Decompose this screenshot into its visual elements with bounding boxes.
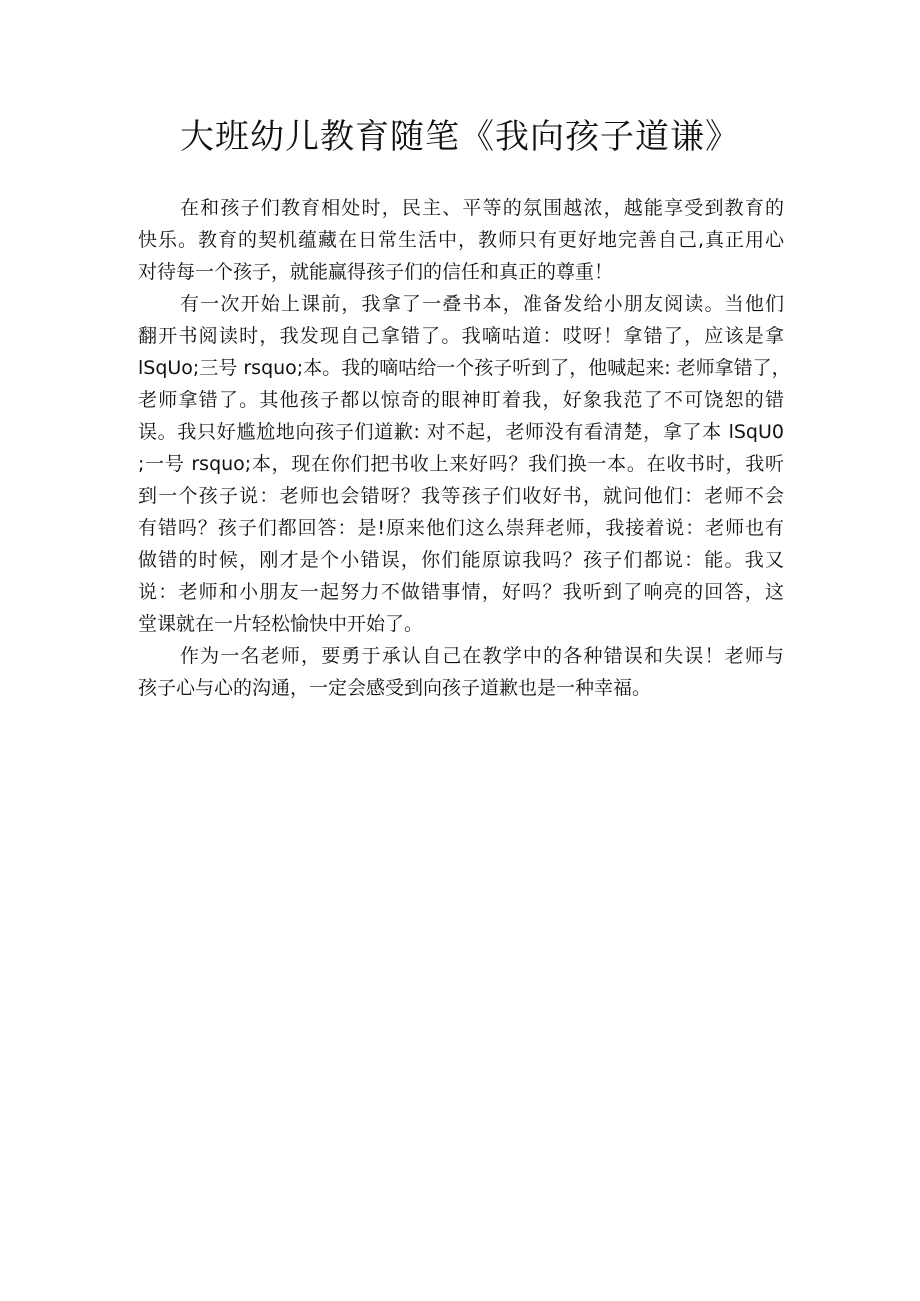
paragraph-line: 有错吗？孩子们都回答：是!原来他们这么崇拜老师，我接着说：老师也有 [138, 517, 784, 539]
paragraph-line: 对待每一个孩子，就能赢得孩子们的信任和真正的尊重！ [138, 261, 614, 283]
paragraph-line: 快乐。教育的契机蕴藏在日常生活中，教师只有更好地完善自己,真正用心 [138, 229, 784, 251]
paragraph-line: 孩子心与心的沟通，一定会感受到向孩子道歉也是一种幸福。 [138, 677, 652, 699]
paragraph-line: 误。我只好尴尬地向孩子们道歉: 对不起，老师没有看清楚，拿了本 lSqU0 [138, 421, 784, 443]
paragraph-line: 做错的时候，刚才是个小错误，你们能原谅我吗？孩子们都说：能。我又 [138, 549, 784, 571]
paragraph-3 [138, 640, 784, 704]
paragraph-line: 到一个孩子说：老师也会错呀？我等孩子们收好书，就问他们：老师不会 [138, 485, 784, 507]
paragraph-line: 老师拿错了。其他孩子都以惊奇的眼神盯着我，好象我范了不可饶恕的错 [138, 389, 784, 411]
paragraph-line: 翻开书阅读时，我发现自己拿错了。我嘀咕道：哎呀！拿错了，应该是拿 [138, 325, 784, 347]
paragraph-line: 在和孩子们教育相处时，民主、平等的氛围越浓，越能享受到教育的 [180, 197, 784, 219]
document-body [138, 192, 791, 704]
document-title: 大班幼儿教育随笔《我向孩子道谦》 [180, 117, 740, 157]
paragraph-1 [138, 192, 784, 288]
paragraph-line: 作为一名老师，要勇于承认自己在教学中的各种错误和失误！老师与 [180, 645, 784, 667]
paragraph-2 [138, 288, 791, 640]
paragraph-line: lSqUo;三号 rsquo;本。我的嘀咕给一个孩子听到了，他喊起来: 老师拿错了， [138, 357, 791, 379]
paragraph-line: 堂课就在一片轻松愉快中开始了。 [138, 613, 424, 635]
paragraph-line: 有一次开始上课前，我拿了一叠书本，准备发给小朋友阅读。当他们 [180, 293, 784, 315]
paragraph-line: 说：老师和小朋友一起努力不做错事情，好吗？我听到了响亮的回答，这 [138, 581, 784, 603]
paragraph-line: ;一号 rsquo;本，现在你们把书收上来好吗？我们换一本。在收书时，我听 [138, 453, 784, 475]
